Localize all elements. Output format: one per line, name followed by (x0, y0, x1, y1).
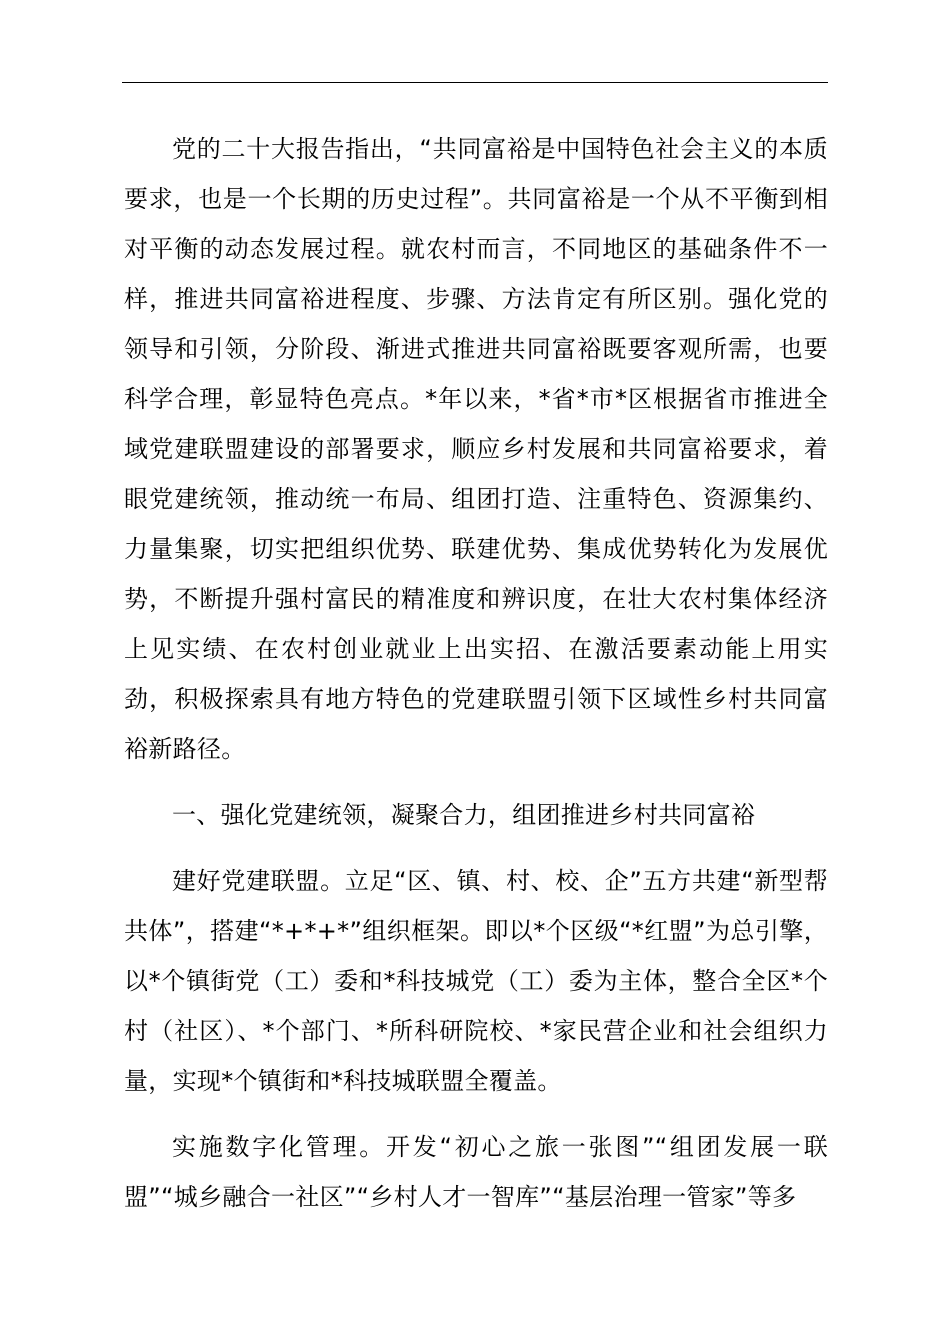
paragraph-intro: 党的二十大报告指出，“共同富裕是中国特色社会主义的本质要求，也是一个长期的历史过程”。共同富裕是一个从不平衡到相对平衡的动态发展过程。就农村而言，不同地区的基础条件不一样，推进共同富裕进程度、步骤、方法肯定有所区别。强化党的领导和引领，分阶段、渐进式推进共同富裕既要客观所需，也要科学合理，彰显特色亮点。*年以来，*省*市*区根据省市推进全域党建联盟建设的部署要求，顺应乡村发展和共同富裕要求，着眼党建统领，推动统一布局、组团打造、注重特色、资源集约、力量集聚，切实把组织优势、联建优势、集成优势转化为发展优势，不断提升强村富民的精准度和辨识度，在壮大农村集体经济上见实绩、在农村创业就业上出实招、在激活要素动能上用实劲，积极探索具有地方特色的党建联盟引领下区域性乡村共同富裕新路径。 (124, 135, 828, 763)
header-rule (122, 82, 828, 83)
document-body (124, 124, 828, 1222)
paragraph-alliance: 建好党建联盟。立足“区、镇、村、校、企”五方共建“新型帮共体”，搭建“*+*+*”组织框架。即以*个区级“*红盟”为总引擎，以*个镇街党（工）委和*科技城党（工）委为主体，整合全区*个村（社区）、*个部门、*所科研院校、*家民营企业和社会组织力量，实现*个镇街和*科技城联盟全覆盖。 (124, 867, 828, 1095)
section-heading: 一、强化党建统领，凝聚合力，组团推进乡村共同富裕 (172, 801, 756, 829)
paragraph-digital: 实施数字化管理。开发“初心之旅一张图”“组团发展一联盟”“城乡融合一社区”“乡村人才一智库”“基层治理一管家”等多 (124, 1133, 828, 1211)
